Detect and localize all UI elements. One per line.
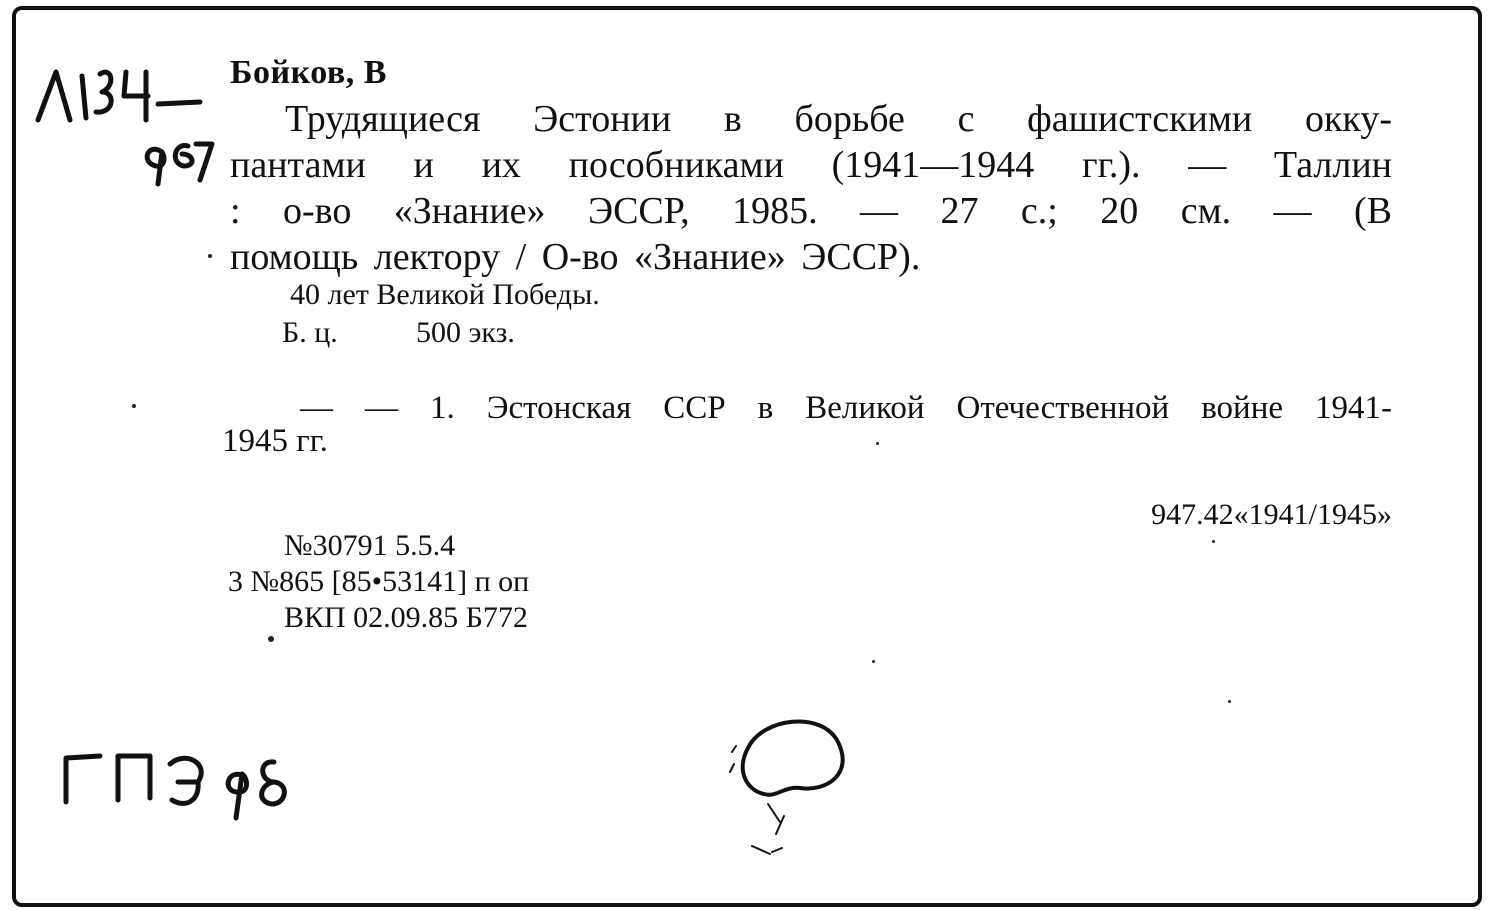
handwritten-shelf-mark-bottom <box>60 742 300 832</box>
scan-speck <box>268 636 274 642</box>
print-run: 500 экз. <box>416 316 515 349</box>
registry-line: ВКП 02.09.85 Б772 <box>284 601 528 634</box>
handwritten-shelf-mark-top-text <box>30 62 34 63</box>
classification-index: 947.42«1941/1945» <box>1151 498 1392 531</box>
series-note: 40 лет Великой Победы. <box>290 278 600 311</box>
subject-heading-line: — — 1. Эстонская ССР в Великой Отечественной войне 1941- <box>300 390 1392 426</box>
scan-speck <box>208 254 212 258</box>
handwritten-shelf-mark-top <box>30 62 220 197</box>
description-line: пантами и их пособниками (1941—1944 гг.). — Таллин <box>230 144 1392 186</box>
scan-speck <box>132 404 136 408</box>
scan-speck <box>872 660 875 663</box>
description-line: помощь лектору / О-во «Знание» ЭССР). <box>230 236 921 278</box>
author-heading: Бойков, В <box>230 54 387 91</box>
description-line: : о-во «Знание» ЭССР, 1985. — 27 с.; 20 см. — (В <box>230 190 1392 232</box>
scan-speck <box>876 442 879 445</box>
scan-speck <box>1228 700 1231 703</box>
subject-heading-line: 1945 гг. <box>222 423 328 459</box>
library-stamp-oval <box>722 712 852 862</box>
registry-line: 3 №865 [85•53141] п оп <box>228 565 530 598</box>
scan-speck <box>1212 540 1215 543</box>
handwritten-shelf-mark-bottom-text <box>60 742 63 743</box>
registry-line: №30791 5.5.4 <box>284 529 456 562</box>
price-note: Б. ц. <box>282 316 338 349</box>
description-line: Трудящиеся Эстонии в борьбе с фашистскими окку- <box>285 98 1392 140</box>
